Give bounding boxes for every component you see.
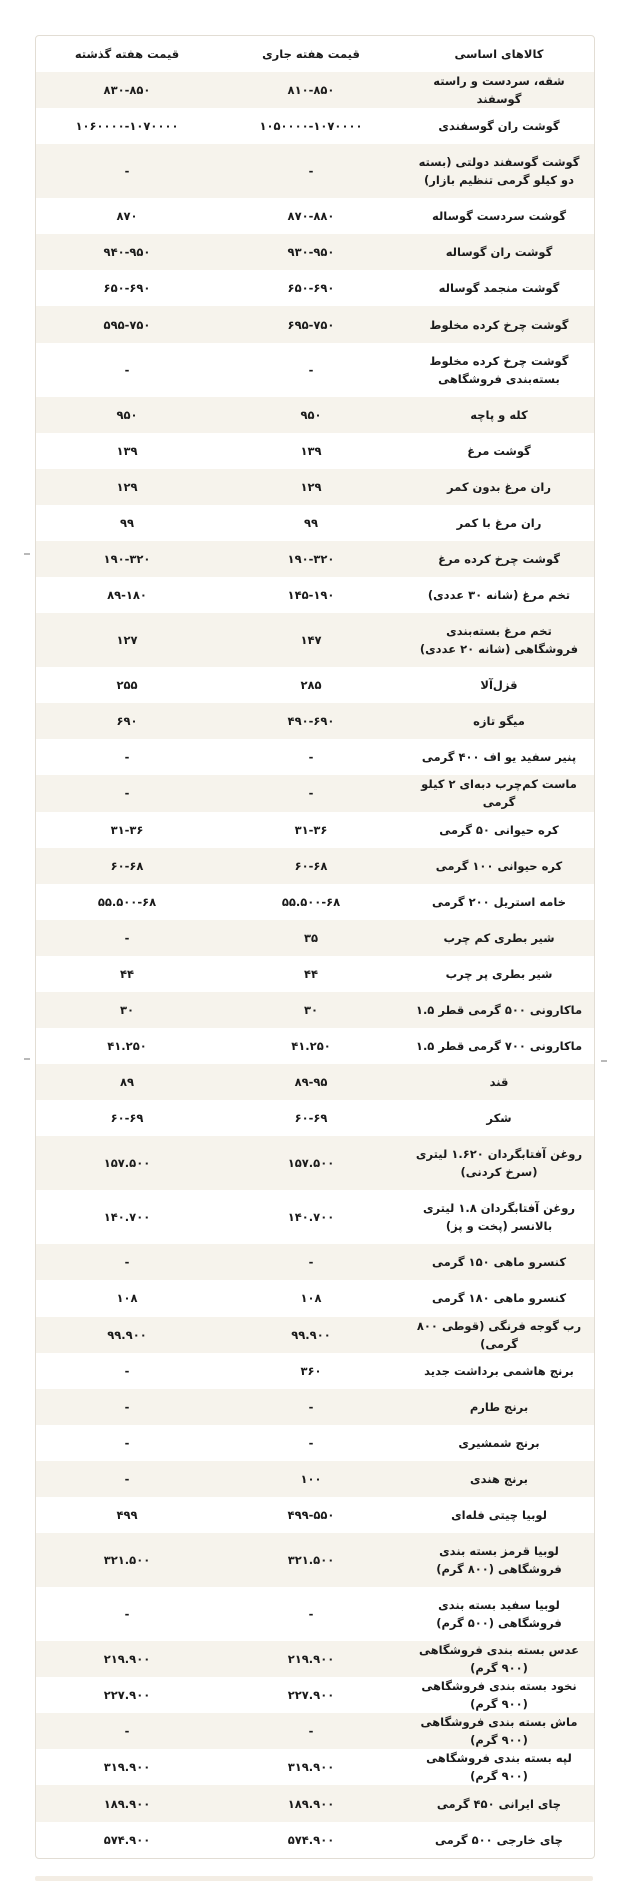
table-row (36, 703, 594, 739)
table-row (36, 1497, 594, 1533)
cell-previous-price: ۱۴۰.۷۰۰ (103, 1210, 151, 1225)
cell-current-price: ۱۴۵-۱۹۰ (287, 588, 335, 603)
table-row (36, 1190, 594, 1244)
cell-current-price: ۱۴۰.۷۰۰ (287, 1210, 335, 1225)
cell-item-name: روغن آفتابگردان ۱.۶۲۰ لیتری (سرخ کردنی) (404, 1136, 594, 1190)
cell-previous-price: - (124, 1607, 130, 1622)
table-row (36, 234, 594, 270)
cell-previous-price: ۹۴۰-۹۵۰ (36, 234, 218, 270)
cell-item-name: روغن آفتابگردان ۱.۸ لیتری بالانسر (پخت و پز) (422, 1201, 576, 1234)
cell-previous-price: ۹۹.۹۰۰ (36, 1317, 218, 1353)
cell-current-price: ۱۰۵۰۰۰۰-۱۰۷۰۰۰۰ (259, 119, 363, 134)
cell-item-name: ماست کم‌چرب دبه‌ای ۲ کیلو گرمی (404, 775, 594, 811)
table-row (36, 505, 594, 541)
cell-item-name: میگو تازه (404, 703, 594, 739)
cell-previous-price: ۵۵.۵۰۰-۶۸ (97, 894, 157, 909)
cell-current-price: ۴۴ (303, 966, 319, 981)
cell-previous-price: ۳۱۹.۹۰۰ (103, 1760, 151, 1775)
table-row (36, 306, 594, 342)
table-row (36, 108, 594, 144)
cell-previous-price: ۹۹ (119, 515, 135, 530)
cell-current-price: ۲۱۹.۹۰۰ (218, 1641, 404, 1677)
cell-current-price: ۸۱۰-۸۵۰ (218, 72, 404, 108)
cell-previous-price: ۱۰۶۰۰۰۰-۱۰۷۰۰۰۰ (75, 119, 179, 134)
cell-item-name: کره حیوانی ۱۰۰ گرمی (404, 848, 594, 884)
cell-previous-price: ۱۲۹ (36, 469, 218, 505)
cell-previous-price: ۴۱.۲۵۰ (107, 1039, 147, 1054)
cell-item-name: گوشت ران گوساله (404, 234, 594, 270)
cell-current-price: - (218, 775, 404, 811)
cell-current-price: ۹۳۰-۹۵۰ (218, 234, 404, 270)
cell-item-name: شیر بطری پر چرب (445, 966, 553, 981)
cell-current-price: ۱۰۰ (218, 1461, 404, 1497)
column-header-previous-price: قیمت هفته گذشته (74, 47, 180, 61)
cell-previous-price: ۲۲۷.۹۰۰ (103, 1688, 151, 1703)
cell-item-name: چای ایرانی ۴۵۰ گرمی (404, 1785, 594, 1821)
table-row (36, 1713, 594, 1749)
table-row (36, 1064, 594, 1100)
cell-previous-price: ۱۸۹.۹۰۰ (36, 1785, 218, 1821)
cell-current-price: ۱۵۷.۵۰۰ (218, 1136, 404, 1190)
cell-current-price: ۳۱-۳۶ (294, 822, 328, 837)
cell-current-price: ۳۲۱.۵۰۰ (218, 1533, 404, 1587)
cell-previous-price: ۱۰۸ (116, 1291, 138, 1306)
cell-previous-price: ۱۳۹ (116, 443, 138, 458)
cell-item-name: گوشت مرغ (467, 443, 531, 458)
cell-current-price: ۳۰ (218, 992, 404, 1028)
cell-item-name: تخم مرغ (شانه ۳۰ عددی) (427, 588, 571, 603)
table-row (36, 198, 594, 234)
table-row (36, 613, 594, 667)
cell-current-price: - (218, 144, 404, 198)
cell-current-price: ۱۲۹ (218, 469, 404, 505)
cell-current-price: ۹۵۰ (218, 397, 404, 433)
cell-current-price: ۶۹۵-۷۵۰ (218, 306, 404, 342)
table-row (36, 270, 594, 306)
table-row (36, 920, 594, 956)
cell-previous-price: ۶۰-۶۸ (36, 848, 218, 884)
cell-previous-price: - (36, 144, 218, 198)
table-row (36, 992, 594, 1028)
cell-current-price: ۲۲۷.۹۰۰ (287, 1688, 335, 1703)
table-row (36, 541, 594, 577)
cell-current-price: ۶۰-۶۹ (294, 1111, 328, 1126)
table-row (36, 469, 594, 505)
table-row (36, 1353, 594, 1389)
cell-previous-price: - (36, 920, 218, 956)
cell-previous-price: ۵۹۵-۷۵۰ (36, 306, 218, 342)
table-row (36, 1461, 594, 1497)
cell-item-name: کره حیوانی ۵۰ گرمی (439, 822, 559, 837)
cell-item-name: قند (404, 1064, 594, 1100)
table-row (36, 848, 594, 884)
table-row (36, 884, 594, 920)
price-table-frame (35, 35, 595, 1859)
bottom-strip (35, 1876, 593, 1881)
cell-previous-price: ۲۵۵ (116, 678, 138, 693)
cell-item-name: تخم مرغ بسته‌بندی فروشگاهی (شانه ۲۰ عددی) (404, 613, 594, 667)
cell-previous-price: ۲۱۹.۹۰۰ (36, 1641, 218, 1677)
table-row (36, 1280, 594, 1316)
table-row (36, 1677, 594, 1713)
cell-current-price: ۱۰۸ (300, 1291, 322, 1306)
table-header-row (36, 36, 594, 72)
table-row (36, 433, 594, 469)
cell-item-name: چای خارجی ۵۰۰ گرمی (435, 1832, 563, 1847)
cell-item-name: لپه بسته بندی فروشگاهی (۹۰۰ گرم) (426, 1751, 572, 1784)
table-row (36, 775, 594, 811)
cell-previous-price: - (36, 1389, 218, 1425)
cell-previous-price: - (36, 1461, 218, 1497)
cell-current-price: ۸۷۰-۸۸۰ (287, 209, 335, 224)
cell-previous-price: ۳۲۱.۵۰۰ (36, 1533, 218, 1587)
left-edge-mark (24, 553, 30, 555)
cell-item-name: شکر (486, 1111, 512, 1126)
cell-previous-price: ۳۱-۳۶ (110, 822, 144, 837)
cell-previous-price: - (36, 1244, 218, 1280)
table-row (36, 343, 594, 397)
cell-item-name: گوشت چرخ کرده مخلوط (404, 306, 594, 342)
left-edge-mark (24, 1058, 30, 1060)
cell-previous-price: - (124, 750, 130, 765)
cell-previous-price: ۴۴ (119, 966, 135, 981)
cell-previous-price: ۶۵۰-۶۹۰ (103, 281, 151, 296)
table-row (36, 1028, 594, 1064)
table-row (36, 1785, 594, 1821)
cell-current-price: ۲۸۵ (300, 678, 322, 693)
table-row (36, 72, 594, 108)
cell-item-name: برنج طارم (404, 1389, 594, 1425)
cell-item-name: لوبیا سفید بسته بندی فروشگاهی (۵۰۰ گرم) (436, 1598, 562, 1631)
cell-item-name: ماکارونی ۵۰۰ گرمی قطر ۱.۵ (404, 992, 594, 1028)
cell-current-price: ۴۹۰-۶۹۰ (218, 703, 404, 739)
cell-item-name: ماکارونی ۷۰۰ گرمی قطر ۱.۵ (415, 1039, 583, 1054)
cell-current-price: ۴۹۹-۵۵۰ (287, 1508, 335, 1523)
cell-previous-price: ۸۳۰-۸۵۰ (36, 72, 218, 108)
table-row (36, 667, 594, 703)
table-row (36, 1136, 594, 1190)
table-row (36, 1641, 594, 1677)
cell-item-name: خامه استریل ۲۰۰ گرمی (431, 894, 567, 909)
cell-item-name: قزل‌آلا (480, 678, 518, 693)
column-header-item: کالاهای اساسی (454, 47, 544, 61)
cell-item-name: پنیر سفید یو اف ۴۰۰ گرمی (421, 750, 577, 765)
cell-current-price: ۵۵.۵۰۰-۶۸ (281, 894, 341, 909)
cell-current-price: - (218, 1389, 404, 1425)
cell-item-name: گوشت منجمد گوساله (438, 281, 560, 296)
table-row (36, 144, 594, 198)
cell-current-price: ۳۵ (218, 920, 404, 956)
cell-item-name: شیر بطری کم چرب (404, 920, 594, 956)
cell-previous-price: - (36, 1713, 218, 1749)
right-edge-mark (601, 1060, 607, 1062)
cell-item-name: گوشت چرخ کرده مخلوط بسته‌بندی فروشگاهی (429, 353, 569, 386)
cell-previous-price: ۶۹۰ (36, 703, 218, 739)
cell-current-price: ۱۳۹ (300, 443, 322, 458)
cell-item-name: کنسرو ماهی ۱۸۰ گرمی (431, 1291, 567, 1306)
cell-current-price: - (218, 1244, 404, 1280)
cell-item-name: برنج هندی (404, 1461, 594, 1497)
cell-current-price: ۱۴۷ (218, 613, 404, 667)
table-row (36, 1389, 594, 1425)
table-row (36, 1317, 594, 1353)
cell-item-name: ماش بسته بندی فروشگاهی (۹۰۰ گرم) (404, 1713, 594, 1749)
cell-current-price: ۶۵۰-۶۹۰ (287, 281, 335, 296)
price-table (36, 36, 594, 1858)
column-header-current-price: قیمت هفته جاری (262, 47, 360, 61)
cell-current-price: ۳۶۰ (300, 1363, 322, 1378)
cell-previous-price: ۵۷۴.۹۰۰ (103, 1832, 151, 1847)
table-row (36, 812, 594, 848)
cell-current-price: - (308, 750, 314, 765)
cell-current-price: ۹۹.۹۰۰ (218, 1317, 404, 1353)
cell-previous-price: ۱۵۷.۵۰۰ (36, 1136, 218, 1190)
cell-previous-price: ۸۷۰ (116, 209, 138, 224)
cell-item-name: نخود بسته بندی فروشگاهی (۹۰۰ گرم) (421, 1679, 577, 1712)
table-row (36, 956, 594, 992)
table-row (36, 397, 594, 433)
table-row (36, 1749, 594, 1785)
cell-item-name: کله و پاچه (404, 397, 594, 433)
cell-previous-price: ۱۹۰-۳۲۰ (36, 541, 218, 577)
table-row (36, 1100, 594, 1136)
cell-current-price: - (308, 1607, 314, 1622)
table-row (36, 1244, 594, 1280)
cell-current-price: ۴۱.۲۵۰ (291, 1039, 331, 1054)
cell-previous-price: ۳۰ (36, 992, 218, 1028)
cell-previous-price: - (124, 362, 130, 377)
cell-item-name: گوشت گوسفند دولتی (بسته دو کیلو گرمی تنظیم بازار) (404, 144, 594, 198)
cell-current-price: - (218, 1713, 404, 1749)
cell-previous-price: ۶۰-۶۹ (110, 1111, 144, 1126)
cell-current-price: ۹۹ (303, 515, 319, 530)
cell-item-name: لوبیا قرمز بسته بندی فروشگاهی (۸۰۰ گرم) (404, 1533, 594, 1587)
cell-item-name: لوبیا چیتی فله‌ای (451, 1508, 547, 1523)
cell-item-name: رب گوجه فرنگی (قوطی ۸۰۰ گرمی) (404, 1317, 594, 1353)
cell-item-name: گوشت سردست گوساله (431, 209, 567, 224)
cell-current-price: ۵۷۴.۹۰۰ (287, 1832, 335, 1847)
cell-previous-price: ۹۵۰ (36, 397, 218, 433)
cell-current-price: ۶۰-۶۸ (218, 848, 404, 884)
cell-previous-price: - (124, 1435, 130, 1450)
cell-item-name: کنسرو ماهی ۱۵۰ گرمی (404, 1244, 594, 1280)
cell-item-name: گوشت چرخ کرده مرغ (404, 541, 594, 577)
table-row (36, 1822, 594, 1858)
cell-previous-price: ۸۹-۱۸۰ (107, 588, 147, 603)
cell-current-price: ۸۹-۹۵ (218, 1064, 404, 1100)
table-row (36, 739, 594, 775)
table-body (36, 72, 594, 1858)
cell-previous-price: - (124, 1363, 130, 1378)
cell-item-name: گوشت ران گوسفندی (438, 119, 560, 134)
cell-current-price: ۱۸۹.۹۰۰ (218, 1785, 404, 1821)
table-row (36, 577, 594, 613)
cell-previous-price: ۴۹۹ (116, 1508, 138, 1523)
cell-current-price: - (308, 1435, 314, 1450)
cell-item-name: برنج شمشیری (458, 1435, 540, 1450)
table-row (36, 1587, 594, 1641)
cell-item-name: ران مرغ با کمر (456, 515, 542, 530)
table-row (36, 1425, 594, 1461)
cell-current-price: ۱۹۰-۳۲۰ (218, 541, 404, 577)
table-row (36, 1533, 594, 1587)
cell-previous-price: ۸۹ (36, 1064, 218, 1100)
cell-item-name: برنج هاشمی برداشت جدید (424, 1363, 574, 1378)
cell-previous-price: - (36, 775, 218, 811)
cell-item-name: شقه، سردست و راسته گوسفند (404, 72, 594, 108)
cell-previous-price: ۱۲۷ (36, 613, 218, 667)
cell-item-name: عدس بسته بندی فروشگاهی (۹۰۰ گرم) (404, 1641, 594, 1677)
cell-current-price: - (308, 362, 314, 377)
cell-item-name: ران مرغ بدون کمر (404, 469, 594, 505)
cell-current-price: ۳۱۹.۹۰۰ (287, 1760, 335, 1775)
